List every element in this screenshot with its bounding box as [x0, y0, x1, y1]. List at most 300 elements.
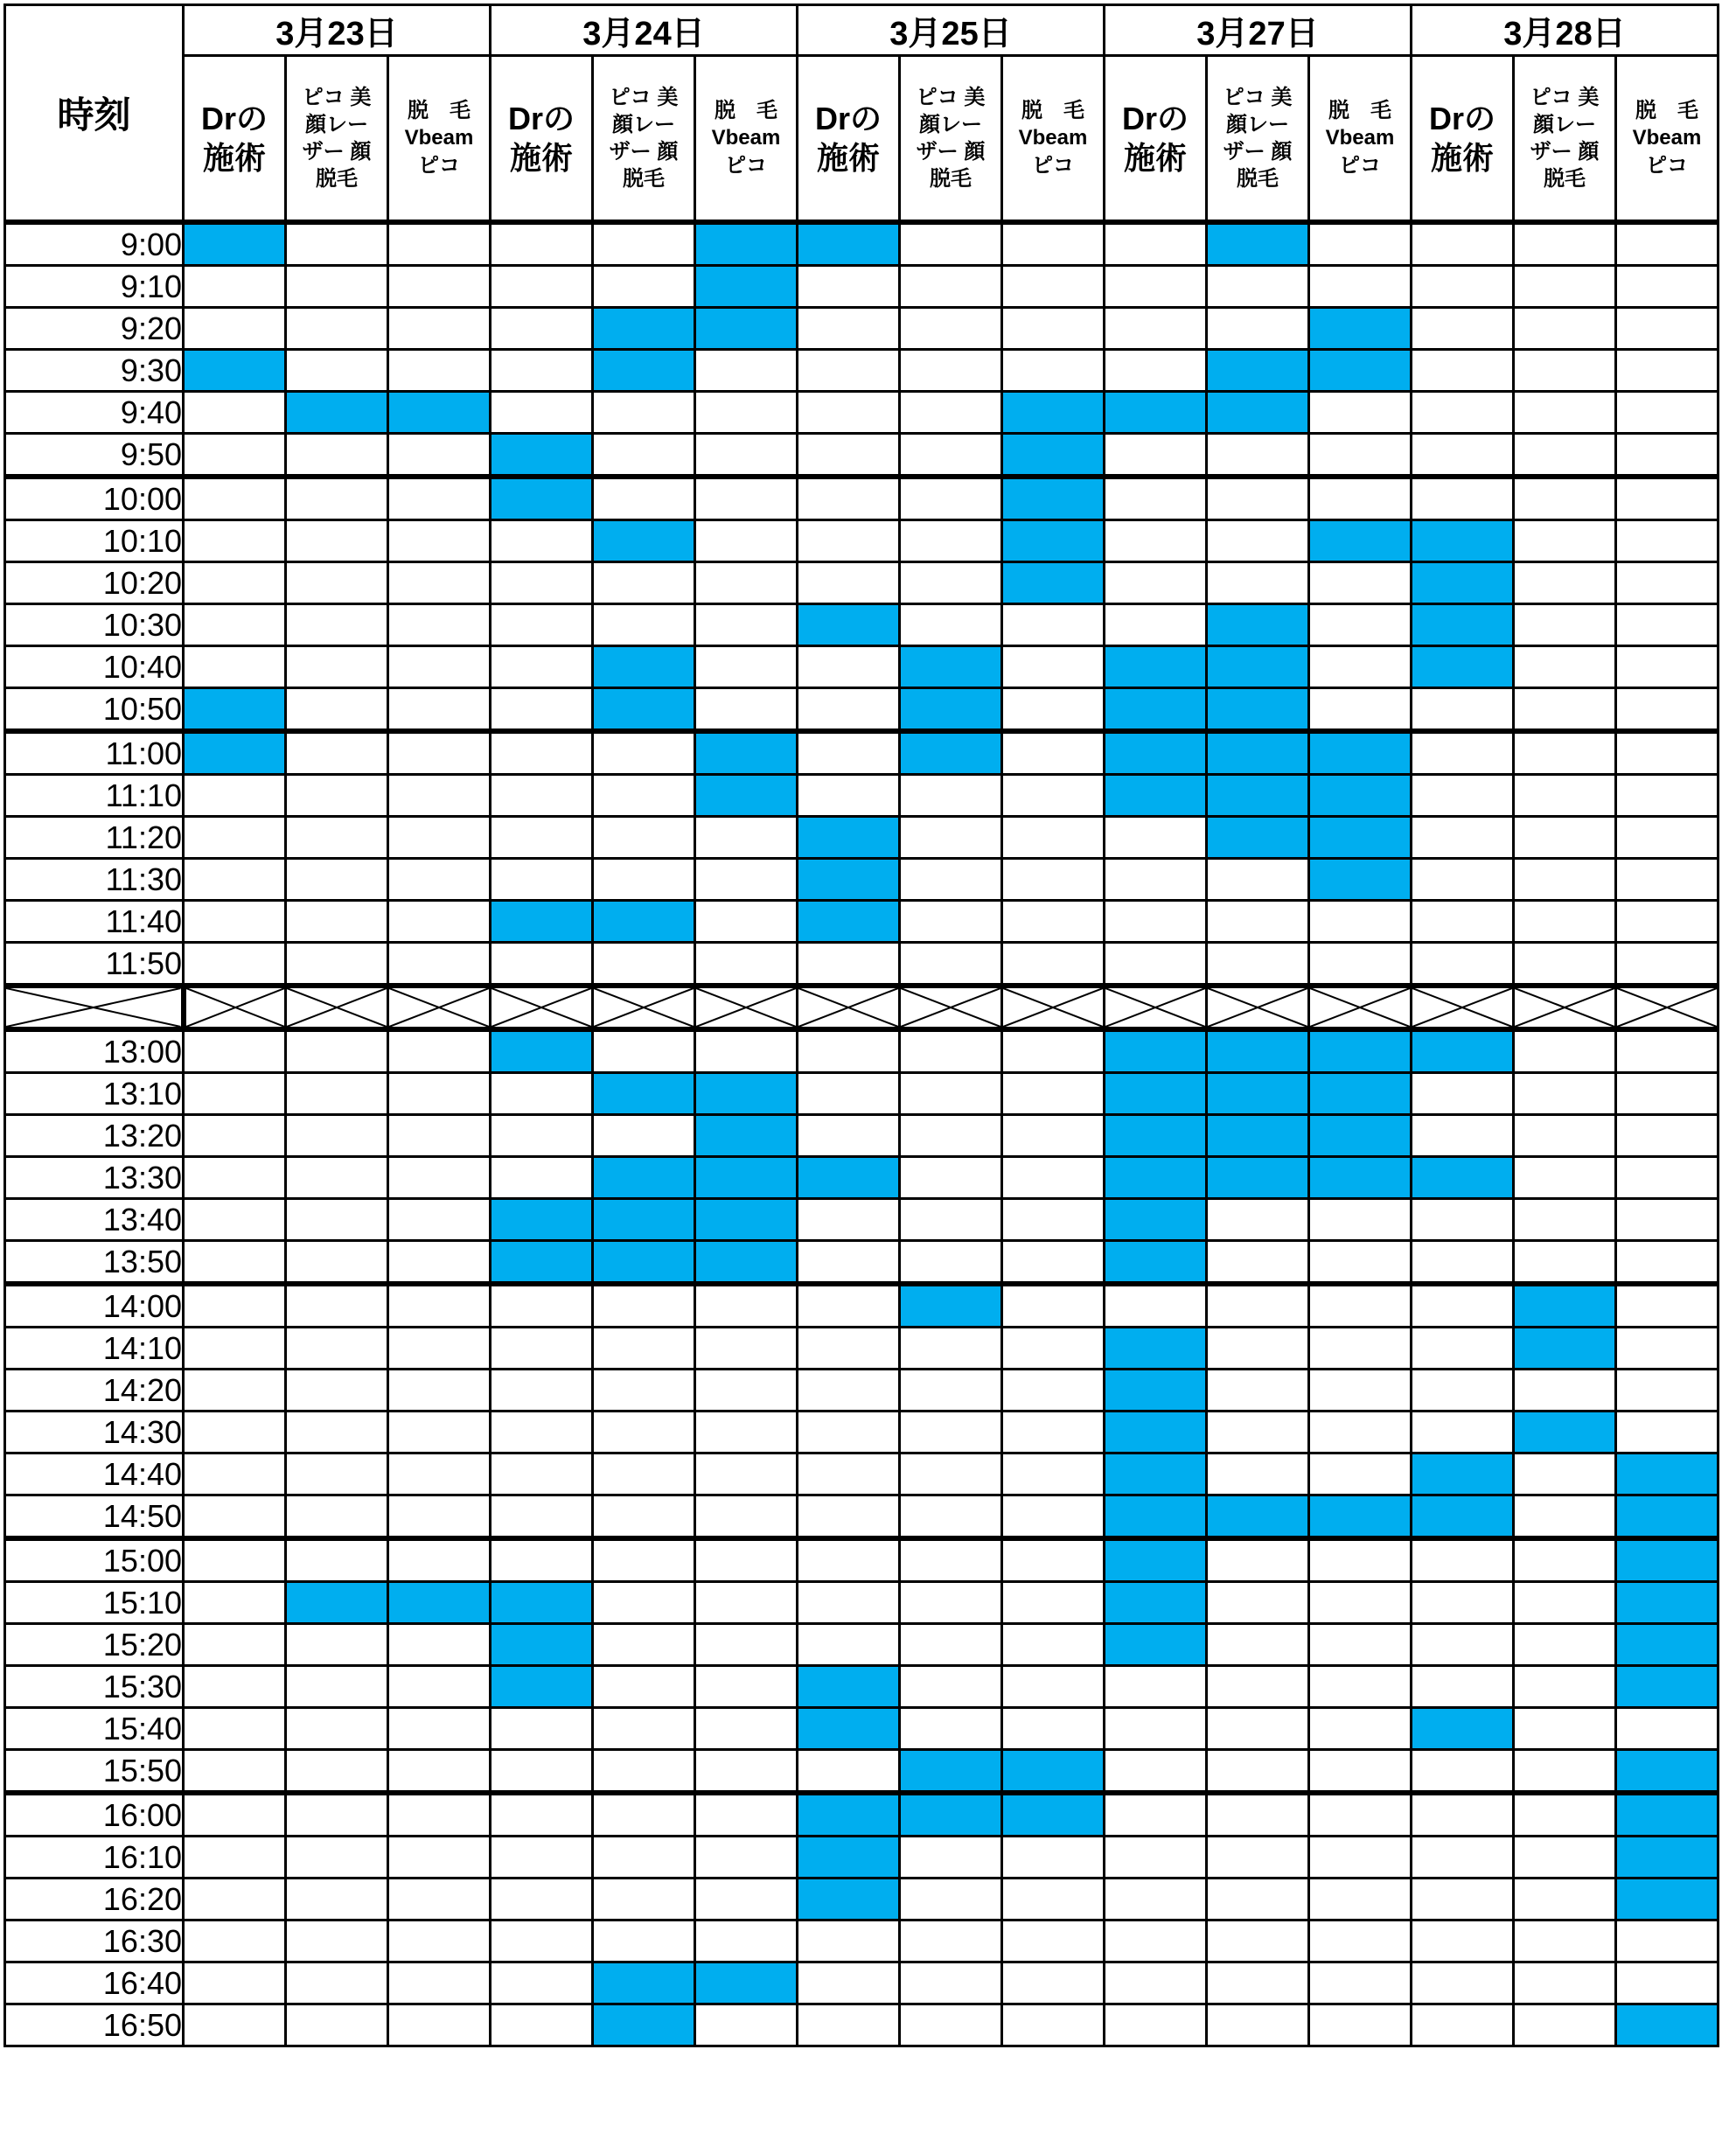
open-slot[interactable]: [286, 1962, 388, 2004]
booked-slot[interactable]: [1309, 1115, 1412, 1157]
open-slot[interactable]: [593, 1666, 695, 1708]
open-slot[interactable]: [491, 646, 593, 688]
open-slot[interactable]: [1514, 646, 1616, 688]
open-slot[interactable]: [1105, 901, 1207, 943]
open-slot[interactable]: [900, 1879, 1002, 1920]
open-slot[interactable]: [1105, 350, 1207, 392]
booked-slot[interactable]: [1309, 817, 1412, 859]
booked-slot[interactable]: [695, 1199, 798, 1241]
booked-slot[interactable]: [1616, 1624, 1719, 1666]
open-slot[interactable]: [1207, 1199, 1309, 1241]
booked-slot[interactable]: [798, 1708, 900, 1750]
open-slot[interactable]: [1207, 1666, 1309, 1708]
open-slot[interactable]: [1207, 859, 1309, 901]
open-slot[interactable]: [1514, 1962, 1616, 2004]
booked-slot[interactable]: [1207, 1115, 1309, 1157]
open-slot[interactable]: [1309, 1370, 1412, 1412]
open-slot[interactable]: [388, 308, 491, 350]
open-slot[interactable]: [900, 477, 1002, 520]
open-slot[interactable]: [1616, 1708, 1719, 1750]
open-slot[interactable]: [900, 1495, 1002, 1539]
open-slot[interactable]: [388, 775, 491, 817]
open-slot[interactable]: [1207, 477, 1309, 520]
open-slot[interactable]: [1412, 1328, 1514, 1370]
booked-slot[interactable]: [593, 901, 695, 943]
open-slot[interactable]: [798, 1412, 900, 1453]
booked-slot[interactable]: [798, 1879, 900, 1920]
open-slot[interactable]: [1105, 1666, 1207, 1708]
open-slot[interactable]: [1514, 1837, 1616, 1879]
open-slot[interactable]: [286, 859, 388, 901]
open-slot[interactable]: [388, 1793, 491, 1837]
open-slot[interactable]: [798, 1115, 900, 1157]
open-slot[interactable]: [286, 1115, 388, 1157]
open-slot[interactable]: [1105, 859, 1207, 901]
open-slot[interactable]: [491, 943, 593, 986]
open-slot[interactable]: [593, 1837, 695, 1879]
booked-slot[interactable]: [900, 688, 1002, 732]
open-slot[interactable]: [491, 859, 593, 901]
open-slot[interactable]: [491, 520, 593, 562]
open-slot[interactable]: [1207, 901, 1309, 943]
open-slot[interactable]: [593, 222, 695, 266]
open-slot[interactable]: [1207, 520, 1309, 562]
open-slot[interactable]: [1616, 1328, 1719, 1370]
open-slot[interactable]: [388, 562, 491, 604]
open-slot[interactable]: [286, 688, 388, 732]
open-slot[interactable]: [1412, 392, 1514, 434]
open-slot[interactable]: [695, 1284, 798, 1328]
booked-slot[interactable]: [491, 1029, 593, 1073]
open-slot[interactable]: [1514, 1793, 1616, 1837]
open-slot[interactable]: [1105, 943, 1207, 986]
open-slot[interactable]: [184, 1582, 286, 1624]
open-slot[interactable]: [1514, 775, 1616, 817]
booked-slot[interactable]: [1616, 1538, 1719, 1582]
open-slot[interactable]: [798, 350, 900, 392]
open-slot[interactable]: [1002, 222, 1105, 266]
open-slot[interactable]: [1002, 1962, 1105, 2004]
booked-slot[interactable]: [1207, 775, 1309, 817]
open-slot[interactable]: [388, 1962, 491, 2004]
open-slot[interactable]: [1207, 1624, 1309, 1666]
open-slot[interactable]: [900, 1029, 1002, 1073]
booked-slot[interactable]: [1207, 392, 1309, 434]
open-slot[interactable]: [1514, 1495, 1616, 1539]
open-slot[interactable]: [695, 1879, 798, 1920]
open-slot[interactable]: [388, 434, 491, 478]
open-slot[interactable]: [1514, 1750, 1616, 1794]
open-slot[interactable]: [184, 859, 286, 901]
open-slot[interactable]: [491, 1793, 593, 1837]
open-slot[interactable]: [1616, 1029, 1719, 1073]
open-slot[interactable]: [1514, 392, 1616, 434]
open-slot[interactable]: [1412, 1750, 1514, 1794]
open-slot[interactable]: [798, 1582, 900, 1624]
open-slot[interactable]: [1514, 1073, 1616, 1115]
booked-slot[interactable]: [1002, 477, 1105, 520]
open-slot[interactable]: [184, 1750, 286, 1794]
booked-slot[interactable]: [1616, 1582, 1719, 1624]
open-slot[interactable]: [491, 1750, 593, 1794]
booked-slot[interactable]: [1105, 1199, 1207, 1241]
open-slot[interactable]: [1105, 266, 1207, 308]
booked-slot[interactable]: [1616, 2004, 1719, 2046]
open-slot[interactable]: [1002, 266, 1105, 308]
open-slot[interactable]: [1207, 1793, 1309, 1837]
open-slot[interactable]: [388, 1412, 491, 1453]
booked-slot[interactable]: [1002, 1750, 1105, 1794]
open-slot[interactable]: [1207, 943, 1309, 986]
open-slot[interactable]: [1616, 1284, 1719, 1328]
open-slot[interactable]: [900, 1962, 1002, 2004]
open-slot[interactable]: [695, 562, 798, 604]
open-slot[interactable]: [184, 646, 286, 688]
open-slot[interactable]: [1309, 1962, 1412, 2004]
open-slot[interactable]: [184, 2004, 286, 2046]
open-slot[interactable]: [1309, 1624, 1412, 1666]
open-slot[interactable]: [593, 1370, 695, 1412]
open-slot[interactable]: [491, 1284, 593, 1328]
open-slot[interactable]: [1309, 1708, 1412, 1750]
open-slot[interactable]: [798, 1538, 900, 1582]
open-slot[interactable]: [388, 520, 491, 562]
open-slot[interactable]: [1412, 1412, 1514, 1453]
open-slot[interactable]: [1207, 1750, 1309, 1794]
open-slot[interactable]: [1514, 2004, 1616, 2046]
open-slot[interactable]: [1514, 1199, 1616, 1241]
open-slot[interactable]: [1207, 1412, 1309, 1453]
open-slot[interactable]: [1002, 1157, 1105, 1199]
open-slot[interactable]: [1002, 1073, 1105, 1115]
open-slot[interactable]: [1616, 604, 1719, 646]
open-slot[interactable]: [695, 1837, 798, 1879]
open-slot[interactable]: [900, 1708, 1002, 1750]
open-slot[interactable]: [1412, 1879, 1514, 1920]
open-slot[interactable]: [695, 2004, 798, 2046]
open-slot[interactable]: [1616, 1157, 1719, 1199]
booked-slot[interactable]: [695, 1073, 798, 1115]
open-slot[interactable]: [1105, 308, 1207, 350]
open-slot[interactable]: [1207, 1241, 1309, 1285]
booked-slot[interactable]: [1105, 1328, 1207, 1370]
open-slot[interactable]: [798, 1328, 900, 1370]
open-slot[interactable]: [286, 1453, 388, 1495]
open-slot[interactable]: [593, 1284, 695, 1328]
open-slot[interactable]: [491, 1837, 593, 1879]
open-slot[interactable]: [695, 943, 798, 986]
open-slot[interactable]: [388, 1837, 491, 1879]
open-slot[interactable]: [798, 392, 900, 434]
open-slot[interactable]: [593, 1412, 695, 1453]
booked-slot[interactable]: [491, 477, 593, 520]
open-slot[interactable]: [1207, 1837, 1309, 1879]
booked-slot[interactable]: [1412, 1157, 1514, 1199]
booked-slot[interactable]: [695, 1157, 798, 1199]
open-slot[interactable]: [1105, 1920, 1207, 1962]
open-slot[interactable]: [286, 477, 388, 520]
open-slot[interactable]: [1412, 901, 1514, 943]
open-slot[interactable]: [286, 1370, 388, 1412]
open-slot[interactable]: [1412, 1920, 1514, 1962]
open-slot[interactable]: [184, 562, 286, 604]
open-slot[interactable]: [1412, 477, 1514, 520]
open-slot[interactable]: [900, 859, 1002, 901]
open-slot[interactable]: [1002, 646, 1105, 688]
open-slot[interactable]: [184, 1412, 286, 1453]
open-slot[interactable]: [1309, 1538, 1412, 1582]
open-slot[interactable]: [1616, 901, 1719, 943]
open-slot[interactable]: [1309, 1750, 1412, 1794]
open-slot[interactable]: [1514, 1453, 1616, 1495]
open-slot[interactable]: [388, 688, 491, 732]
open-slot[interactable]: [1207, 1538, 1309, 1582]
open-slot[interactable]: [1616, 1241, 1719, 1285]
open-slot[interactable]: [491, 1328, 593, 1370]
booked-slot[interactable]: [184, 222, 286, 266]
open-slot[interactable]: [1309, 266, 1412, 308]
open-slot[interactable]: [491, 1073, 593, 1115]
open-slot[interactable]: [900, 1453, 1002, 1495]
open-slot[interactable]: [286, 604, 388, 646]
open-slot[interactable]: [184, 1666, 286, 1708]
open-slot[interactable]: [798, 1962, 900, 2004]
open-slot[interactable]: [491, 1115, 593, 1157]
open-slot[interactable]: [1616, 562, 1719, 604]
booked-slot[interactable]: [695, 1962, 798, 2004]
open-slot[interactable]: [1002, 308, 1105, 350]
open-slot[interactable]: [695, 1029, 798, 1073]
booked-slot[interactable]: [1616, 1750, 1719, 1794]
open-slot[interactable]: [1309, 562, 1412, 604]
open-slot[interactable]: [184, 1538, 286, 1582]
open-slot[interactable]: [1207, 562, 1309, 604]
open-slot[interactable]: [184, 1837, 286, 1879]
open-slot[interactable]: [695, 1666, 798, 1708]
open-slot[interactable]: [184, 901, 286, 943]
booked-slot[interactable]: [1616, 1453, 1719, 1495]
open-slot[interactable]: [1002, 1837, 1105, 1879]
open-slot[interactable]: [695, 604, 798, 646]
open-slot[interactable]: [1616, 817, 1719, 859]
open-slot[interactable]: [286, 1029, 388, 1073]
open-slot[interactable]: [593, 1793, 695, 1837]
booked-slot[interactable]: [1514, 1328, 1616, 1370]
open-slot[interactable]: [695, 434, 798, 478]
open-slot[interactable]: [286, 1073, 388, 1115]
open-slot[interactable]: [1616, 1920, 1719, 1962]
booked-slot[interactable]: [184, 350, 286, 392]
open-slot[interactable]: [1514, 688, 1616, 732]
open-slot[interactable]: [1105, 562, 1207, 604]
open-slot[interactable]: [1616, 1412, 1719, 1453]
open-slot[interactable]: [1412, 1962, 1514, 2004]
open-slot[interactable]: [1105, 520, 1207, 562]
booked-slot[interactable]: [593, 520, 695, 562]
open-slot[interactable]: [388, 817, 491, 859]
open-slot[interactable]: [1514, 350, 1616, 392]
booked-slot[interactable]: [1309, 1029, 1412, 1073]
open-slot[interactable]: [1514, 520, 1616, 562]
open-slot[interactable]: [286, 1793, 388, 1837]
open-slot[interactable]: [593, 1495, 695, 1539]
open-slot[interactable]: [1002, 1370, 1105, 1412]
open-slot[interactable]: [1616, 688, 1719, 732]
open-slot[interactable]: [1616, 434, 1719, 478]
open-slot[interactable]: [1412, 1284, 1514, 1328]
open-slot[interactable]: [593, 1453, 695, 1495]
open-slot[interactable]: [695, 688, 798, 732]
booked-slot[interactable]: [1105, 1073, 1207, 1115]
open-slot[interactable]: [1412, 350, 1514, 392]
open-slot[interactable]: [900, 350, 1002, 392]
booked-slot[interactable]: [1105, 1370, 1207, 1412]
open-slot[interactable]: [1207, 2004, 1309, 2046]
open-slot[interactable]: [286, 901, 388, 943]
open-slot[interactable]: [286, 222, 388, 266]
open-slot[interactable]: [1514, 477, 1616, 520]
open-slot[interactable]: [900, 943, 1002, 986]
open-slot[interactable]: [1514, 1920, 1616, 1962]
booked-slot[interactable]: [1105, 1538, 1207, 1582]
open-slot[interactable]: [491, 1412, 593, 1453]
open-slot[interactable]: [1616, 775, 1719, 817]
open-slot[interactable]: [1616, 392, 1719, 434]
open-slot[interactable]: [900, 1370, 1002, 1412]
open-slot[interactable]: [1002, 1453, 1105, 1495]
open-slot[interactable]: [184, 1370, 286, 1412]
booked-slot[interactable]: [491, 1666, 593, 1708]
booked-slot[interactable]: [798, 1837, 900, 1879]
open-slot[interactable]: [1207, 1328, 1309, 1370]
open-slot[interactable]: [388, 1750, 491, 1794]
open-slot[interactable]: [695, 859, 798, 901]
open-slot[interactable]: [798, 308, 900, 350]
open-slot[interactable]: [1412, 222, 1514, 266]
open-slot[interactable]: [286, 434, 388, 478]
booked-slot[interactable]: [1412, 520, 1514, 562]
open-slot[interactable]: [695, 477, 798, 520]
open-slot[interactable]: [388, 1284, 491, 1328]
open-slot[interactable]: [593, 1750, 695, 1794]
open-slot[interactable]: [798, 775, 900, 817]
booked-slot[interactable]: [1002, 520, 1105, 562]
booked-slot[interactable]: [388, 1582, 491, 1624]
open-slot[interactable]: [1616, 943, 1719, 986]
open-slot[interactable]: [593, 1624, 695, 1666]
open-slot[interactable]: [286, 1157, 388, 1199]
booked-slot[interactable]: [798, 1157, 900, 1199]
open-slot[interactable]: [388, 350, 491, 392]
open-slot[interactable]: [491, 1879, 593, 1920]
booked-slot[interactable]: [1002, 1793, 1105, 1837]
open-slot[interactable]: [286, 520, 388, 562]
booked-slot[interactable]: [798, 859, 900, 901]
open-slot[interactable]: [1412, 1073, 1514, 1115]
open-slot[interactable]: [184, 1920, 286, 1962]
open-slot[interactable]: [798, 1920, 900, 1962]
open-slot[interactable]: [900, 775, 1002, 817]
open-slot[interactable]: [900, 222, 1002, 266]
open-slot[interactable]: [798, 1750, 900, 1794]
booked-slot[interactable]: [1309, 1157, 1412, 1199]
open-slot[interactable]: [1412, 1582, 1514, 1624]
open-slot[interactable]: [900, 434, 1002, 478]
open-slot[interactable]: [1412, 1241, 1514, 1285]
open-slot[interactable]: [491, 1708, 593, 1750]
open-slot[interactable]: [1514, 604, 1616, 646]
open-slot[interactable]: [1514, 943, 1616, 986]
open-slot[interactable]: [1002, 1328, 1105, 1370]
open-slot[interactable]: [491, 350, 593, 392]
open-slot[interactable]: [388, 2004, 491, 2046]
booked-slot[interactable]: [695, 266, 798, 308]
open-slot[interactable]: [184, 1793, 286, 1837]
open-slot[interactable]: [491, 222, 593, 266]
open-slot[interactable]: [1207, 1920, 1309, 1962]
open-slot[interactable]: [798, 477, 900, 520]
open-slot[interactable]: [1309, 477, 1412, 520]
open-slot[interactable]: [184, 266, 286, 308]
open-slot[interactable]: [491, 1453, 593, 1495]
open-slot[interactable]: [593, 604, 695, 646]
booked-slot[interactable]: [593, 308, 695, 350]
open-slot[interactable]: [388, 1453, 491, 1495]
open-slot[interactable]: [1514, 1708, 1616, 1750]
open-slot[interactable]: [1105, 1837, 1207, 1879]
open-slot[interactable]: [1412, 1115, 1514, 1157]
open-slot[interactable]: [286, 1538, 388, 1582]
open-slot[interactable]: [184, 1708, 286, 1750]
open-slot[interactable]: [1412, 1624, 1514, 1666]
open-slot[interactable]: [1002, 1115, 1105, 1157]
open-slot[interactable]: [695, 1708, 798, 1750]
open-slot[interactable]: [184, 604, 286, 646]
open-slot[interactable]: [593, 434, 695, 478]
booked-slot[interactable]: [798, 222, 900, 266]
open-slot[interactable]: [1002, 1879, 1105, 1920]
open-slot[interactable]: [1002, 1199, 1105, 1241]
booked-slot[interactable]: [184, 688, 286, 732]
open-slot[interactable]: [388, 943, 491, 986]
booked-slot[interactable]: [593, 688, 695, 732]
open-slot[interactable]: [798, 1624, 900, 1666]
booked-slot[interactable]: [900, 646, 1002, 688]
open-slot[interactable]: [1105, 434, 1207, 478]
open-slot[interactable]: [695, 1920, 798, 1962]
open-slot[interactable]: [900, 520, 1002, 562]
open-slot[interactable]: [798, 1241, 900, 1285]
open-slot[interactable]: [695, 1370, 798, 1412]
open-slot[interactable]: [1616, 1370, 1719, 1412]
booked-slot[interactable]: [1105, 1495, 1207, 1539]
open-slot[interactable]: [1616, 477, 1719, 520]
booked-slot[interactable]: [1105, 1582, 1207, 1624]
open-slot[interactable]: [388, 1073, 491, 1115]
open-slot[interactable]: [900, 308, 1002, 350]
booked-slot[interactable]: [593, 1157, 695, 1199]
open-slot[interactable]: [1002, 1284, 1105, 1328]
open-slot[interactable]: [1002, 859, 1105, 901]
booked-slot[interactable]: [695, 775, 798, 817]
open-slot[interactable]: [1309, 1837, 1412, 1879]
booked-slot[interactable]: [1207, 1157, 1309, 1199]
open-slot[interactable]: [593, 1879, 695, 1920]
open-slot[interactable]: [695, 392, 798, 434]
open-slot[interactable]: [900, 1157, 1002, 1199]
open-slot[interactable]: [1105, 1750, 1207, 1794]
booked-slot[interactable]: [491, 434, 593, 478]
